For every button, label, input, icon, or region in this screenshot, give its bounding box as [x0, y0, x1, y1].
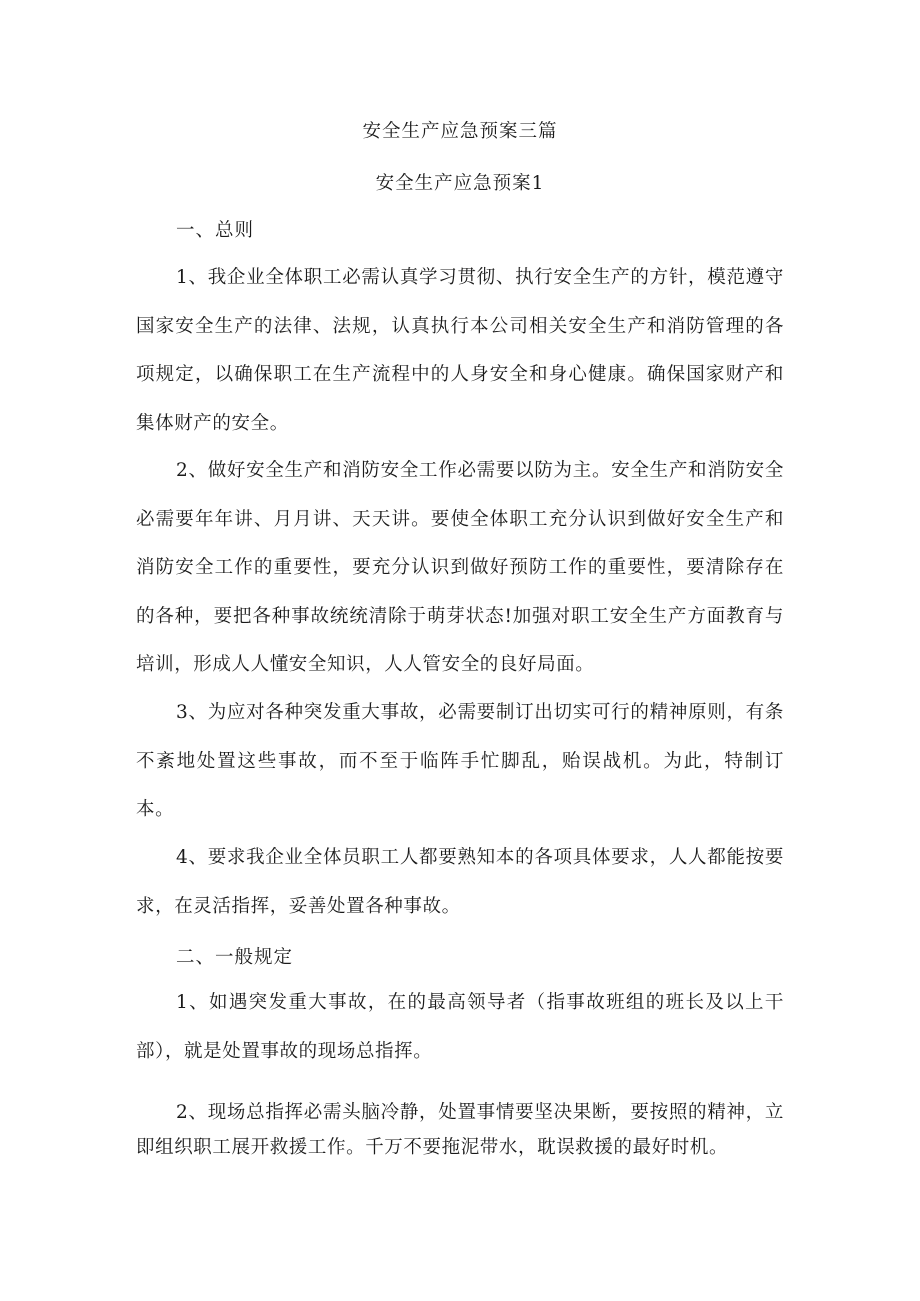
paragraph-4: 4、要求我企业全体员职工人都要熟知本的各项具体要求，人人都能按要求，在灵活指挥，妥善处置各种事故。: [136, 847, 784, 917]
paragraph-2: 2、做好安全生产和消防安全工作必需要以防为主。安全生产和消防安全必需要年年讲、月月讲、天天讲。要使全体职工充分认识到做好安全生产和消防安全工作的重要性，要充分认识到做好预防工作的重要性，要清除存在的各种，要把各种事故统统清除于萌芽状态!加强对职工安全生产方面教育与培训，形成人人懂安全知识，人人管安全的良好局面。: [136, 460, 784, 675]
section-heading-general: 一、总则: [176, 220, 255, 241]
document-subtitle: 安全生产应急预案1: [375, 173, 545, 194]
paragraph-3: 3、为应对各种突发重大事故，必需要制订出切实可行的精神原则，有条不紊地处置这些事故，而不至于临阵手忙脚乱，贻误战机。为此，特制订本。: [136, 702, 784, 820]
paragraph-6: 2、现场总指挥必需头脑冷静，处置事情要坚决果断，要按照的精神，立即组织职工展开救援工作。千万不要拖泥带水，耽误救援的最好时机。: [136, 1102, 784, 1158]
section-heading-rules: 二、一般规定: [176, 947, 294, 968]
paragraph-5: 1、如遇突发重大事故，在的最高领导者（指事故班组的班长及以上干部），就是处置事故的现场总指挥。: [136, 992, 784, 1062]
document-title: 安全生产应急预案三篇: [362, 121, 558, 142]
paragraph-1: 1、我企业全体职工必需认真学习贯彻、执行安全生产的方针，模范遵守国家安全生产的法律、法规，认真执行本公司相关安全生产和消防管理的各项规定，以确保职工在生产流程中的人身安全和身心健康。确保国家财产和集体财产的安全。: [136, 267, 784, 434]
